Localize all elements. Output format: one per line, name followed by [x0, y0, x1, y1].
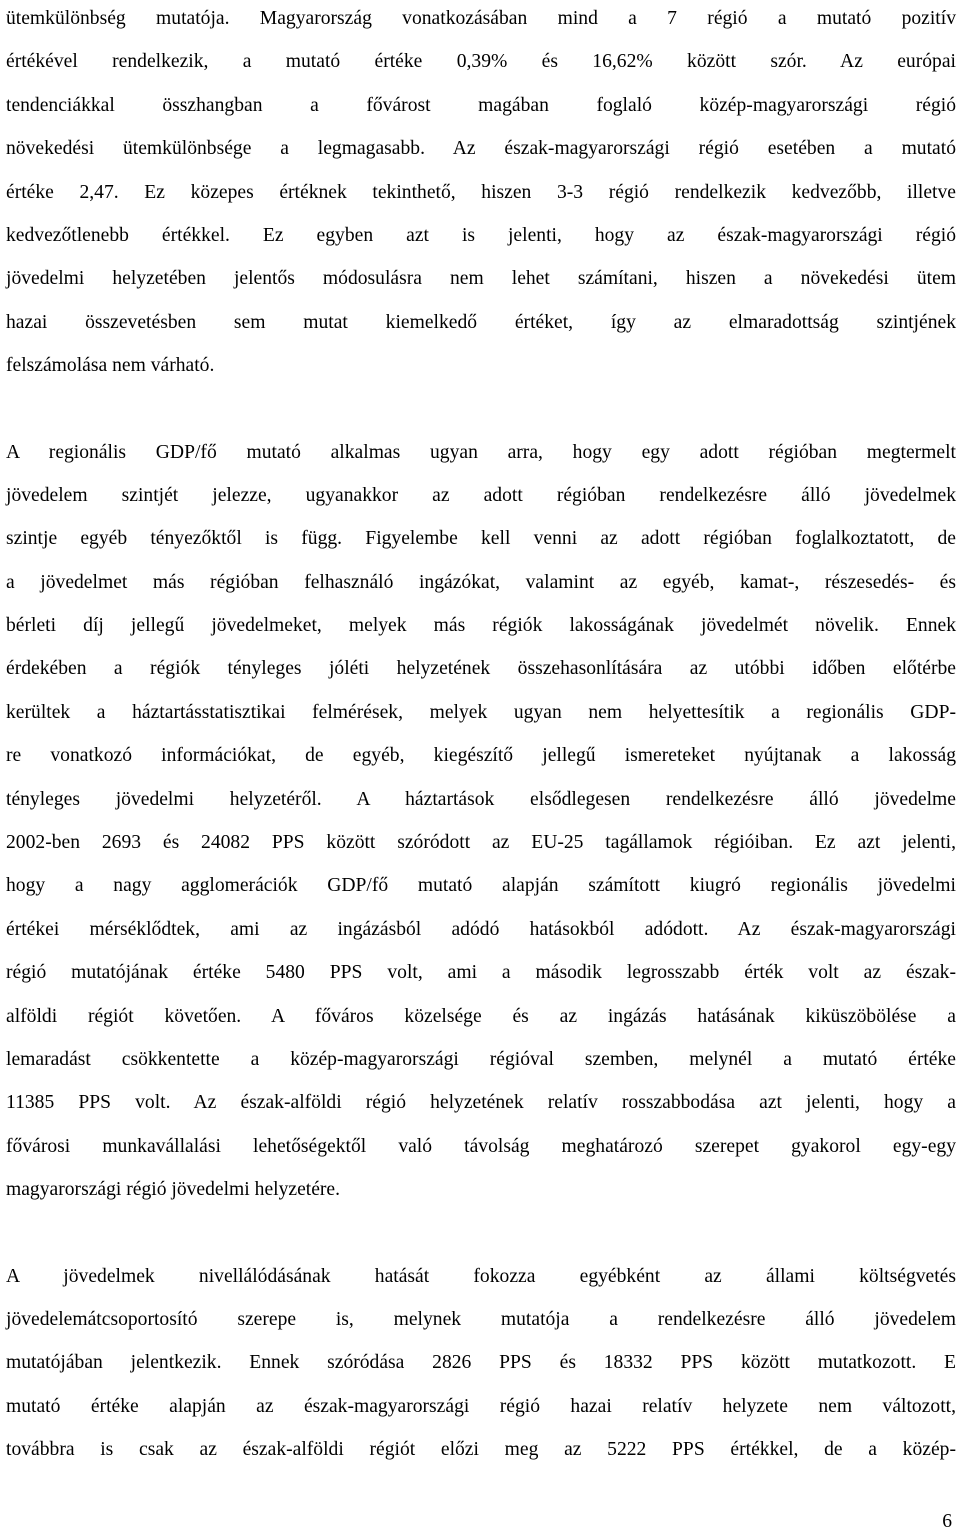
text-line: érdekében a régiók tényleges jóléti helyzetének összehasonlítására az utóbbi időben előtérbe [6, 658, 956, 680]
paragraph-spacer [6, 388, 956, 431]
text-line: felszámolása nem várható. [6, 355, 215, 377]
text-line: értékével rendelkezik, a mutató értéke 0,39% és 16,62% között szór. Az európai [6, 51, 956, 73]
document-page [6, 0, 956, 1472]
text-line: A jövedelmek nivellálódásának hatását fokozza egyébként az állami költségvetés [6, 1265, 956, 1287]
text-line: re vonatkozó információkat, de egyéb, kiegészítő jellegű ismereteket nyújtanak a lakosság [6, 745, 956, 767]
text-line: továbbra is csak az észak-alföldi régiót előzi meg az 5222 PPS értékkel, de a közép- [6, 1439, 956, 1461]
text-line: mutatójában jelentkezik. Ennek szóródása 2826 PPS és 18332 PPS között mutatkozott. E [6, 1352, 956, 1374]
page-number: 6 [942, 1511, 952, 1532]
text-line: tényleges jövedelmi helyzetéről. A háztartások elsődlegesen rendelkezésre álló jövedelme [6, 788, 956, 810]
text-line: értékei mérséklődtek, ami az ingázásból adódó hatásokból adódott. Az észak-magyarországi [6, 918, 956, 940]
paragraph-3 [6, 1255, 956, 1472]
text-line: régió mutatójának értéke 5480 PPS volt, ami a második legrosszabb érték volt az észak- [6, 962, 956, 984]
text-line: értéke 2,47. Ez közepes értéknek tekinthető, hiszen 3-3 régió rendelkezik kedvezőbb, illetve [6, 181, 956, 203]
text-line: A regionális GDP/fő mutató alkalmas ugyan arra, hogy egy adott régióban megtermelt [6, 441, 956, 463]
text-line: 11385 PPS volt. Az észak-alföldi régió helyzetének relatív rosszabbodása azt jelenti, hogy a [6, 1092, 956, 1114]
text-line: fővárosi munkavállalási lehetőségektől való távolság meghatározó szerepet gyakorol egy-egy [6, 1135, 956, 1157]
text-line: a jövedelmet más régióban felhasználó ingázókat, valamint az egyéb, kamat-, részesedés- és [6, 571, 956, 593]
paragraph-2 [6, 431, 956, 1212]
text-line: szintje egyéb tényezőktől is függ. Figyelembe kell venni az adott régióban foglalkoztatott, de [6, 528, 956, 550]
text-line: mutató értéke alapján az észak-magyarországi régió hazai relatív helyzete nem változott, [6, 1395, 956, 1417]
text-line: tendenciákkal összhangban a fővárost magában foglaló közép-magyarországi régió [6, 94, 956, 116]
text-line: alföldi régiót követően. A főváros közelsége és az ingázás hatásának kiküszöbölése a [6, 1005, 956, 1027]
paragraph-1 [6, 0, 956, 388]
text-line: ütemkülönbség mutatója. Magyarország vonatkozásában mind a 7 régió a mutató pozitív [6, 8, 956, 29]
text-line: kedvezőtlenebb értékkel. Ez egyben azt is jelenti, hogy az észak-magyarországi régió [6, 224, 956, 246]
text-line: jövedelem szintjét jelezze, ugyanakkor az adott régióban rendelkezésre álló jövedelmek [6, 484, 956, 506]
text-line: lemaradást csökkentette a közép-magyarországi régióval szemben, melynél a mutató értéke [6, 1048, 956, 1070]
text-line: 2002-ben 2693 és 24082 PPS között szóródott az EU-25 tagállamok régióiban. Ez azt jelenti, [6, 832, 956, 854]
text-line: magyarországi régió jövedelmi helyzetére. [6, 1179, 341, 1201]
text-line: bérleti díj jellegű jövedelmeket, melyek más régiók lakosságának jövedelmét növelik. Ennek [6, 615, 956, 637]
text-line: hogy a nagy agglomerációk GDP/fő mutató alapján számított kiugró regionális jövedelmi [6, 875, 956, 897]
text-line: kerültek a háztartásstatisztikai felmérések, melyek ugyan nem helyettesítik a regionális GDP- [6, 701, 956, 723]
text-line: jövedelemátcsoportosító szerepe is, melynek mutatója a rendelkezésre álló jövedelem [6, 1308, 956, 1330]
paragraph-spacer [6, 1212, 956, 1255]
text-line: hazai összevetésben sem mutat kiemelkedő értéket, így az elmaradottság szintjének [6, 311, 956, 333]
text-line: növekedési ütemkülönbsége a legmagasabb. Az észak-magyarországi régió esetében a mutató [6, 138, 956, 160]
text-line: jövedelmi helyzetében jelentős módosulásra nem lehet számítani, hiszen a növekedési ütem [6, 268, 956, 290]
